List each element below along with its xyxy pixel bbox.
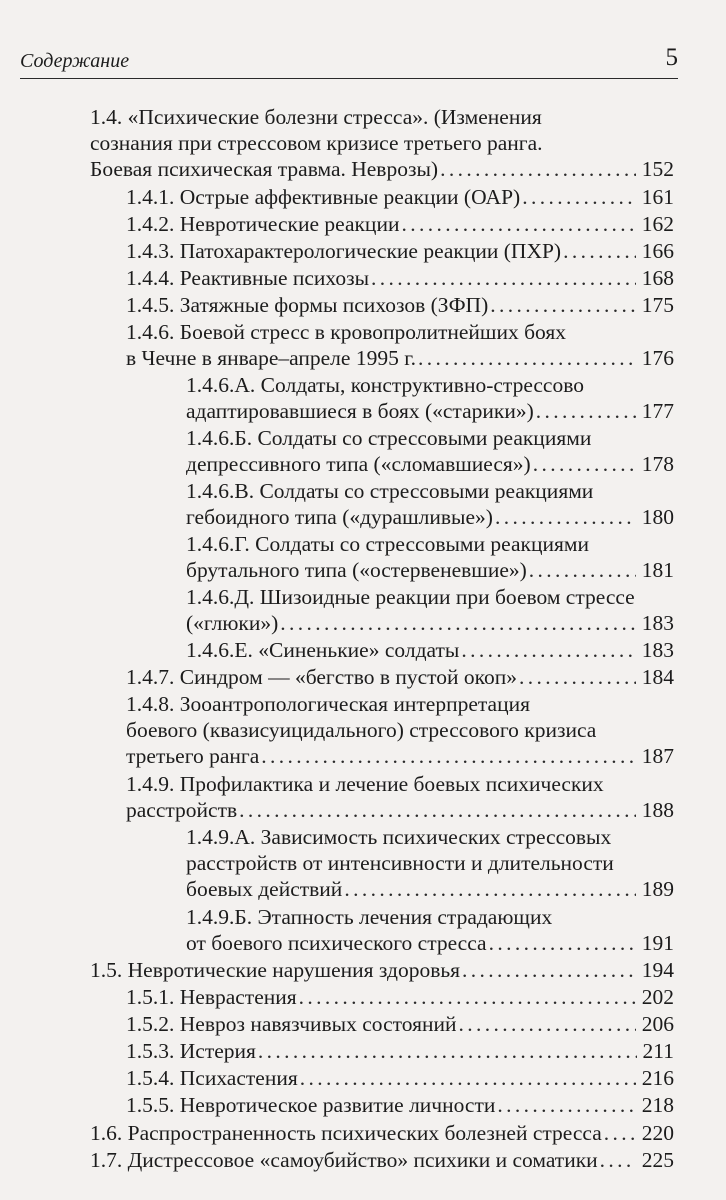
dot-leader xyxy=(299,984,636,1010)
toc-entry-text: 1.5.4. Психастения xyxy=(126,1066,298,1090)
toc-page-number: 218 xyxy=(641,1093,674,1117)
toc-entry[interactable] xyxy=(126,319,674,371)
toc-entry-line xyxy=(186,531,674,557)
toc-entry-text: 1.4.6.Г. Солдаты со стрессовыми реакциями xyxy=(186,532,589,556)
dot-leader xyxy=(563,238,636,264)
toc-entry-line xyxy=(186,478,674,504)
toc-entry-text: 1.4.6.А. Солдаты, конструктивно-стрессово xyxy=(186,373,584,397)
toc-entry[interactable] xyxy=(186,425,674,477)
toc-entry-line xyxy=(126,771,674,797)
toc-entry-text: боевых действий xyxy=(186,877,343,901)
toc-entry-text: («глюки») xyxy=(186,611,279,635)
toc-entry[interactable] xyxy=(186,531,674,583)
toc-entry-line xyxy=(126,238,674,264)
toc-entry-text: 1.7. Дистрессовое «самоубийство» психики и соматики xyxy=(90,1148,598,1172)
toc-entry-line xyxy=(186,876,674,902)
dot-leader xyxy=(462,957,636,983)
toc-entry-line xyxy=(126,265,674,291)
toc-page-number: 176 xyxy=(641,346,674,370)
toc-entry-line xyxy=(90,130,674,156)
toc-entry-text: расстройств xyxy=(126,798,238,822)
toc-entry-text: в Чечне в январе–апреле 1995 г. xyxy=(126,346,416,370)
dot-leader xyxy=(371,265,636,291)
toc-entry-line xyxy=(186,824,674,850)
toc-entry[interactable] xyxy=(126,1011,674,1037)
toc-entry[interactable] xyxy=(126,984,674,1010)
toc-entry-text: от боевого психического стресса xyxy=(186,931,487,955)
toc-entry-line xyxy=(126,1038,674,1064)
toc-entry-text: 1.4.9. Профилактика и лечение боевых психических xyxy=(126,772,604,796)
toc-entry-line xyxy=(186,398,674,424)
toc-entry-line xyxy=(126,211,674,237)
toc-entry[interactable] xyxy=(126,1038,674,1064)
toc-page-number: 206 xyxy=(641,1012,674,1036)
toc-entry-text: 1.4.9.А. Зависимость психических стрессовых xyxy=(186,825,612,849)
toc-entry-text: 1.4.3. Патохарактерологические реакции (ПХР) xyxy=(126,239,562,263)
toc-entry-line xyxy=(186,930,674,956)
toc-entry-line xyxy=(186,584,674,610)
toc-page-number: 180 xyxy=(641,505,674,529)
dot-leader xyxy=(440,156,636,182)
toc-entry-line xyxy=(126,319,674,345)
toc-page-number: 189 xyxy=(641,877,674,901)
toc-page-number: 168 xyxy=(641,266,674,290)
toc-entry-text: 1.4.8. Зооантропологическая интерпретация xyxy=(126,692,530,716)
dot-leader xyxy=(489,930,636,956)
toc-entry[interactable] xyxy=(90,957,674,983)
toc-entry[interactable] xyxy=(186,637,674,663)
toc-entry-text: брутального типа («остервеневшие») xyxy=(186,558,527,582)
toc-page-number: 202 xyxy=(641,985,674,1009)
dot-leader xyxy=(280,610,635,636)
toc-page-number: 162 xyxy=(641,212,674,236)
toc-page-number: 178 xyxy=(641,452,674,476)
toc-entry-text: 1.4. «Психические болезни стресса». (Изменения xyxy=(90,105,542,129)
dot-leader xyxy=(418,345,636,371)
toc-entry[interactable] xyxy=(126,691,674,769)
dot-leader xyxy=(458,1011,635,1037)
toc-entry-text: 1.4.1. Острые аффективные реакции (ОАР) xyxy=(126,185,521,209)
toc-entry[interactable] xyxy=(126,292,674,318)
toc-page-number: 184 xyxy=(641,665,674,689)
toc-entry-line xyxy=(126,691,674,717)
toc-entry-line xyxy=(90,957,674,983)
toc-entry-text: 1.4.9.Б. Этапность лечения страдающих xyxy=(186,905,553,929)
toc-entry[interactable] xyxy=(90,104,674,182)
toc-page-number: 183 xyxy=(641,611,674,635)
toc-entry-text: 1.4.2. Невротические реакции xyxy=(126,212,400,236)
toc-entry-text: депрессивного типа («сломавшиеся») xyxy=(186,452,531,476)
dot-leader xyxy=(461,637,635,663)
toc-entry-line xyxy=(186,557,674,583)
toc-entry-text: 1.5.5. Невротическое развитие личности xyxy=(126,1093,496,1117)
toc-entry-line xyxy=(126,797,674,823)
toc-entry-text: 1.5. Невротические нарушения здоровья xyxy=(90,958,461,982)
toc-entry-line xyxy=(90,1120,674,1146)
dot-leader xyxy=(261,743,635,769)
toc-entry-text: 1.4.6. Боевой стресс в кровопролитнейших боях xyxy=(126,320,567,344)
toc-entry[interactable] xyxy=(186,824,674,902)
toc-entry-line xyxy=(90,104,674,130)
toc-entry-text: 1.4.6.В. Солдаты со стрессовыми реакциями xyxy=(186,479,594,503)
toc-entry[interactable] xyxy=(186,584,674,636)
running-header xyxy=(20,44,678,79)
toc-entry-line xyxy=(126,717,674,743)
dot-leader xyxy=(536,398,636,424)
dot-leader xyxy=(344,876,635,902)
toc-entry-line xyxy=(90,1147,674,1173)
dot-leader xyxy=(401,211,635,237)
toc-entry-line xyxy=(186,904,674,930)
toc-entry-line xyxy=(186,372,674,398)
toc-entry-line xyxy=(186,425,674,451)
toc-page-number: 181 xyxy=(641,558,674,582)
toc-entry-line xyxy=(126,1011,674,1037)
toc-entry[interactable] xyxy=(126,664,674,690)
toc-page-number: 216 xyxy=(641,1066,674,1090)
toc-entry-text: 1.4.4. Реактивные психозы xyxy=(126,266,370,290)
toc-entry-text: третьего ранга xyxy=(126,744,260,768)
toc-entry-text: адаптировавшиеся в боях («старики») xyxy=(186,399,534,423)
toc-entry[interactable] xyxy=(90,1120,674,1146)
toc-entry-text: 1.4.6.Е. «Синенькие» солдаты xyxy=(186,638,460,662)
toc-entry-text: Боевая психическая травма. Неврозы) xyxy=(90,157,439,181)
toc-entry[interactable] xyxy=(186,372,674,424)
dot-leader xyxy=(239,797,636,823)
dot-leader xyxy=(300,1065,636,1091)
toc-entry[interactable] xyxy=(186,904,674,956)
dot-leader xyxy=(522,184,636,210)
toc-page-number: 187 xyxy=(641,744,674,768)
dot-leader xyxy=(529,557,636,583)
toc-page-number: 188 xyxy=(641,798,674,822)
toc-page-number: 220 xyxy=(641,1121,674,1145)
toc-entry-line xyxy=(126,184,674,210)
toc-page-number: 152 xyxy=(641,157,674,181)
toc-entry-text: 1.4.6.Б. Солдаты со стрессовыми реакциями xyxy=(186,426,592,450)
toc-entry-text: 1.4.5. Затяжные формы психозов (ЗФП) xyxy=(126,293,489,317)
toc-entry[interactable] xyxy=(90,1147,674,1173)
toc-page-number: 183 xyxy=(641,638,674,662)
toc-page-number: 211 xyxy=(642,1039,674,1063)
dot-leader xyxy=(533,451,636,477)
toc-entry[interactable] xyxy=(186,478,674,530)
toc-entry-text: сознания при стрессовом кризисе третьего ранга. xyxy=(90,131,543,155)
toc-entry[interactable] xyxy=(126,184,674,210)
dot-leader xyxy=(519,664,636,690)
toc-entry[interactable] xyxy=(126,771,674,823)
toc-entry[interactable] xyxy=(126,1092,674,1118)
toc-entry-line xyxy=(126,1092,674,1118)
dot-leader xyxy=(604,1120,636,1146)
toc-page-number: 161 xyxy=(641,185,674,209)
dot-leader xyxy=(497,1092,635,1118)
toc-entry[interactable] xyxy=(126,211,674,237)
toc-entry-line xyxy=(186,451,674,477)
dot-leader xyxy=(600,1147,636,1173)
toc-page-number: 225 xyxy=(641,1148,674,1172)
toc-entry-line xyxy=(186,850,674,876)
toc-entry-text: расстройств от интенсивности и длительности xyxy=(186,851,614,875)
toc-entry[interactable] xyxy=(126,1065,674,1091)
toc-entry-line xyxy=(126,743,674,769)
toc-entry-line xyxy=(126,984,674,1010)
toc-entry[interactable] xyxy=(126,265,674,291)
dot-leader xyxy=(495,504,636,530)
toc-entry-text: 1.6. Распространенность психических болезней стресса xyxy=(90,1121,602,1145)
dot-leader xyxy=(258,1038,637,1064)
toc-entry-line xyxy=(90,156,674,182)
toc-page-number: 175 xyxy=(641,293,674,317)
toc-page-number: 177 xyxy=(641,399,674,423)
toc-entry-line xyxy=(186,610,674,636)
page-number: 5 xyxy=(665,44,678,71)
toc-entry-text: 1.4.7. Синдром — «бегство в пустой окоп» xyxy=(126,665,517,689)
toc-entry-line xyxy=(186,504,674,530)
toc-entry-line xyxy=(126,345,674,371)
header-title: Содержание xyxy=(20,50,130,72)
toc-entry-text: гебоидного типа («дурашливые») xyxy=(186,505,493,529)
toc-entry-text: боевого (квазисуицидального) стрессового кризиса xyxy=(126,718,597,742)
toc-entry[interactable] xyxy=(126,238,674,264)
toc-entry-text: 1.5.1. Неврастения xyxy=(126,985,297,1009)
toc-entry-text: 1.5.3. Истерия xyxy=(126,1039,256,1063)
toc-page-number: 166 xyxy=(641,239,674,263)
toc-entry-text: 1.5.2. Невроз навязчивых состояний xyxy=(126,1012,457,1036)
toc-entry-line xyxy=(126,1065,674,1091)
toc-page-number: 191 xyxy=(641,931,674,955)
toc-entry-line xyxy=(126,664,674,690)
toc-page-number: 194 xyxy=(641,958,674,982)
toc-entry-text: 1.4.6.Д. Шизоидные реакции при боевом стрессе xyxy=(186,585,635,609)
dot-leader xyxy=(490,292,636,318)
toc-entry-line xyxy=(186,637,674,663)
toc-entry-line xyxy=(126,292,674,318)
